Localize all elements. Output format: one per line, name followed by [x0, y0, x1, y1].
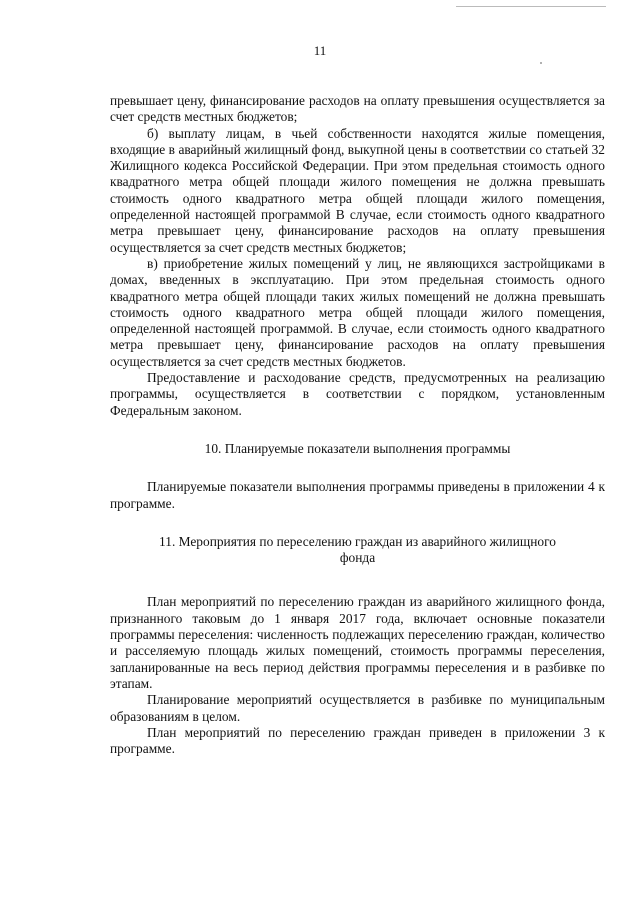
section-10-paragraph: Планируемые показатели выполнения программы приведены в приложении 4 к программе. — [110, 479, 605, 511]
page-number: 11 — [313, 43, 327, 58]
paragraph-item-b: б) выплату лицам, в чьей собственности находятся жилые помещения, входящие в аварийный жилищный фонд, выкупной цены в соответствии со статьей 32 Жилищного кодекса Российской Федерации. При этом предельная стоимость одного квадратного метра общей площади жилого помещения не должна превышать стоимость одного квадратного метра общей площади жилого помещения, определенной настоящей программой В случае, если стоимость одного квадратного метра превышает цену, финансирование расходов на оплату превышения осуществляется за счет средств местных бюджетов; — [110, 125, 605, 255]
section-11-paragraph-appendix: План мероприятий по переселению граждан приведен в приложении 3 к программе. — [110, 724, 605, 757]
section-11-heading-line2: фонда — [339, 550, 376, 566]
scan-edge-line — [456, 6, 606, 7]
section-11-paragraph-plan: План мероприятий по переселению граждан из аварийного жилищного фонда, признанного таковым до 1 января 2017 года, включает основные показатели программы переселения: численность подлежащих переселению граждан, количество и расселяемую площадь жилых помещений, стоимость программы переселения, запланированные на весь период действия программы переселения и в разбивке по этапам. — [110, 594, 605, 691]
section-11-paragraph-planning: Планирование мероприятий осуществляется в разбивке по муниципальным образованиям в целом. — [110, 692, 605, 724]
section-10-heading: 10. Планируемые показатели выполнения программы — [204, 440, 511, 456]
document-body — [110, 93, 605, 757]
paragraph-continuation: превышает цену, финансирование расходов на оплату превышения осуществляется за счет средств местных бюджетов; — [110, 93, 605, 125]
scan-speck — [540, 62, 542, 64]
paragraph-item-c: в) приобретение жилых помещений у лиц, не являющихся застройщиками в домах, введенных в эксплуатацию. При этом предельная стоимость одного квадратного метра общей площади таких жилых помещений не должна превышать стоимость одного квадратного метра общей площади жилого помещения, определенной настоящей программой. В случае, если стоимость одного квадратного метра превышает цену, финансирование расходов на оплату превышения осуществляется за счет средств местных бюджетов. — [110, 255, 605, 369]
paragraph-funding: Предоставление и расходование средств, предусмотренных на реализацию программы, осуществляется в соответствии с порядком, установленным Федеральным законом. — [110, 370, 605, 418]
section-11-heading-line1: 11. Мероприятия по переселению граждан из аварийного жилищного — [159, 533, 556, 549]
